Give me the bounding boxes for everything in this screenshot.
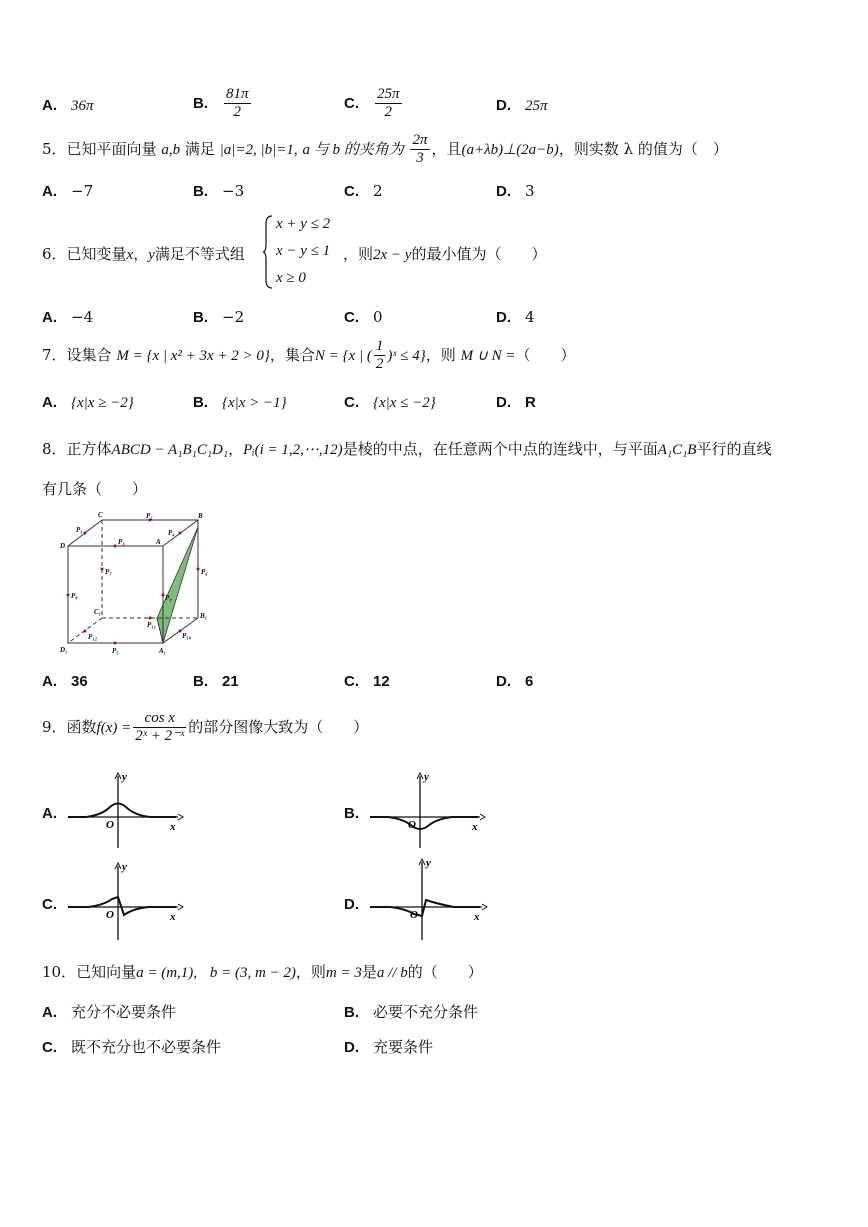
system-brace — [262, 214, 274, 290]
label-b: B — [198, 512, 203, 520]
label-b1: B₁ — [200, 612, 208, 620]
q7-option-a[interactable]: A. {x|x ≥ −2} — [42, 394, 134, 411]
svg-text:x: x — [170, 911, 176, 923]
graph-d — [368, 856, 490, 942]
q10-stem: 10．已知向量a = (m,1), b = (3, m − 2)，则m = 3是a // b的（ ） — [42, 963, 483, 981]
svg-text:y: y — [122, 771, 127, 783]
q8-option-b[interactable]: B. 21 — [193, 673, 239, 690]
q9-stem: 9．函数f(x) = $\frac{\text{cos x}}{\text{2ˣ + 2⁻ˣ}}$ 的部分图像大致为（ ） — [42, 710, 369, 745]
label-p12: P₁₂ — [88, 633, 98, 641]
label-p2: P₂ — [146, 512, 153, 520]
svg-text:O: O — [106, 909, 114, 921]
q8-stem: 8．正方体ABCD − A₁B₁C₁D₁，Pᵢ(i = 1,2,⋯,12)是棱的中点，在任意两个中点的连线中，与平面A₁C₁B平行的直线 — [42, 440, 772, 458]
label-c: C — [98, 511, 103, 519]
label-d1: D₁ — [60, 646, 68, 654]
label-p9: P₉ — [165, 594, 172, 602]
q4-option-d[interactable]: D. 25π — [496, 97, 548, 114]
label-p4: P₄ — [168, 529, 175, 537]
svg-text:y: y — [426, 857, 431, 869]
q8-stem-line2: 有几条（ ） — [42, 480, 148, 498]
q7-option-c[interactable]: C. {x|x ≤ −2} — [344, 394, 436, 411]
q6-option-b[interactable]: B. −2 — [193, 308, 245, 326]
q8-option-d[interactable]: D. 6 — [496, 673, 534, 690]
q4-option-a[interactable]: A. 36π — [42, 97, 94, 114]
system-line-2: x − y ≤ 1 — [276, 243, 331, 259]
q10-option-b[interactable]: B. 必要不充分条件 — [344, 1003, 479, 1021]
q6-option-a[interactable]: A. −4 — [42, 308, 94, 326]
q10-option-a[interactable]: A. 充分不必要条件 — [42, 1003, 177, 1021]
q5-option-d[interactable]: D. 3 — [496, 182, 535, 200]
label-p7: P₇ — [105, 568, 112, 576]
graph-b — [368, 770, 488, 850]
graph-c — [66, 860, 186, 942]
label-p10: P₁₀ — [182, 632, 192, 640]
label-p3: P₃ — [118, 538, 125, 546]
q5-option-b[interactable]: B. −3 — [193, 182, 245, 200]
q8-option-a[interactable]: A. 36 — [42, 673, 88, 690]
q7-stem: 7．设集合 M = {x | x² + 3x + 2 > 0}，集合N = {x | ( $\frac{1}{2}$ )ˣ ≤ 4}，则 M ∪ N =（ ） — [42, 338, 576, 373]
q7-option-b[interactable]: B. {x|x > −1} — [193, 394, 287, 411]
q6-stem-b: ，则2x − y的最小值为（ ） — [343, 245, 547, 263]
q5-stem: 5．已知平面向量 a,b 满足 |a|=2, |b|=1, a 与 b 的夹角为 $\frac{2\pi}{3}$ ，且(a+λb)⊥(2a−b)，则实数 λ 的值为（ ） — [42, 132, 728, 167]
system-line-1: x + y ≤ 2 — [276, 216, 331, 232]
q6-option-c[interactable]: C. 0 — [344, 308, 383, 326]
q4-option-c[interactable]: C. $\frac{25\pi}{2}$ — [344, 86, 400, 121]
q5-option-c[interactable]: C. 2 — [344, 182, 383, 200]
q6-option-d[interactable]: D. 4 — [496, 308, 535, 326]
svg-text:O: O — [408, 819, 416, 831]
q10-option-c[interactable]: C. 既不充分也不必要条件 — [42, 1038, 222, 1056]
q6-stem-a: 6．已知变量x，y满足不等式组 — [42, 245, 245, 263]
q8-option-c[interactable]: C. 12 — [344, 673, 390, 690]
system-line-3: x ≥ 0 — [276, 270, 306, 286]
graph-a — [66, 770, 186, 850]
label-p11: P₁₁ — [147, 621, 157, 629]
q9-option-b[interactable]: B. — [344, 805, 359, 822]
label-p6: P₆ — [201, 568, 208, 576]
label-c1: C₁ — [94, 608, 102, 616]
label-d: D — [60, 542, 66, 550]
q4-option-b[interactable]: B. $\frac{81\pi}{2}$ — [193, 86, 249, 121]
label-p8: P₈ — [71, 592, 78, 600]
label-p5: P₅ — [112, 647, 119, 655]
q9-option-d[interactable]: D. — [344, 896, 359, 913]
q5-option-a[interactable]: A. −7 — [42, 182, 94, 200]
label-a: A — [156, 538, 161, 546]
cube-figure — [52, 510, 222, 660]
label-a1: A₁ — [159, 647, 167, 655]
q10-option-d[interactable]: D. 充要条件 — [344, 1038, 434, 1056]
q9-option-c[interactable]: C. — [42, 896, 57, 913]
label-p1: P₁ — [76, 526, 83, 534]
svg-text:O: O — [106, 819, 114, 831]
svg-text:y: y — [424, 771, 429, 783]
svg-text:x: x — [170, 821, 176, 833]
svg-text:x: x — [472, 821, 478, 833]
q9-option-a[interactable]: A. — [42, 805, 57, 822]
svg-text:O: O — [410, 909, 418, 921]
svg-text:y: y — [122, 861, 127, 873]
q7-option-d[interactable]: D. R — [496, 394, 536, 411]
svg-text:x: x — [474, 911, 480, 923]
